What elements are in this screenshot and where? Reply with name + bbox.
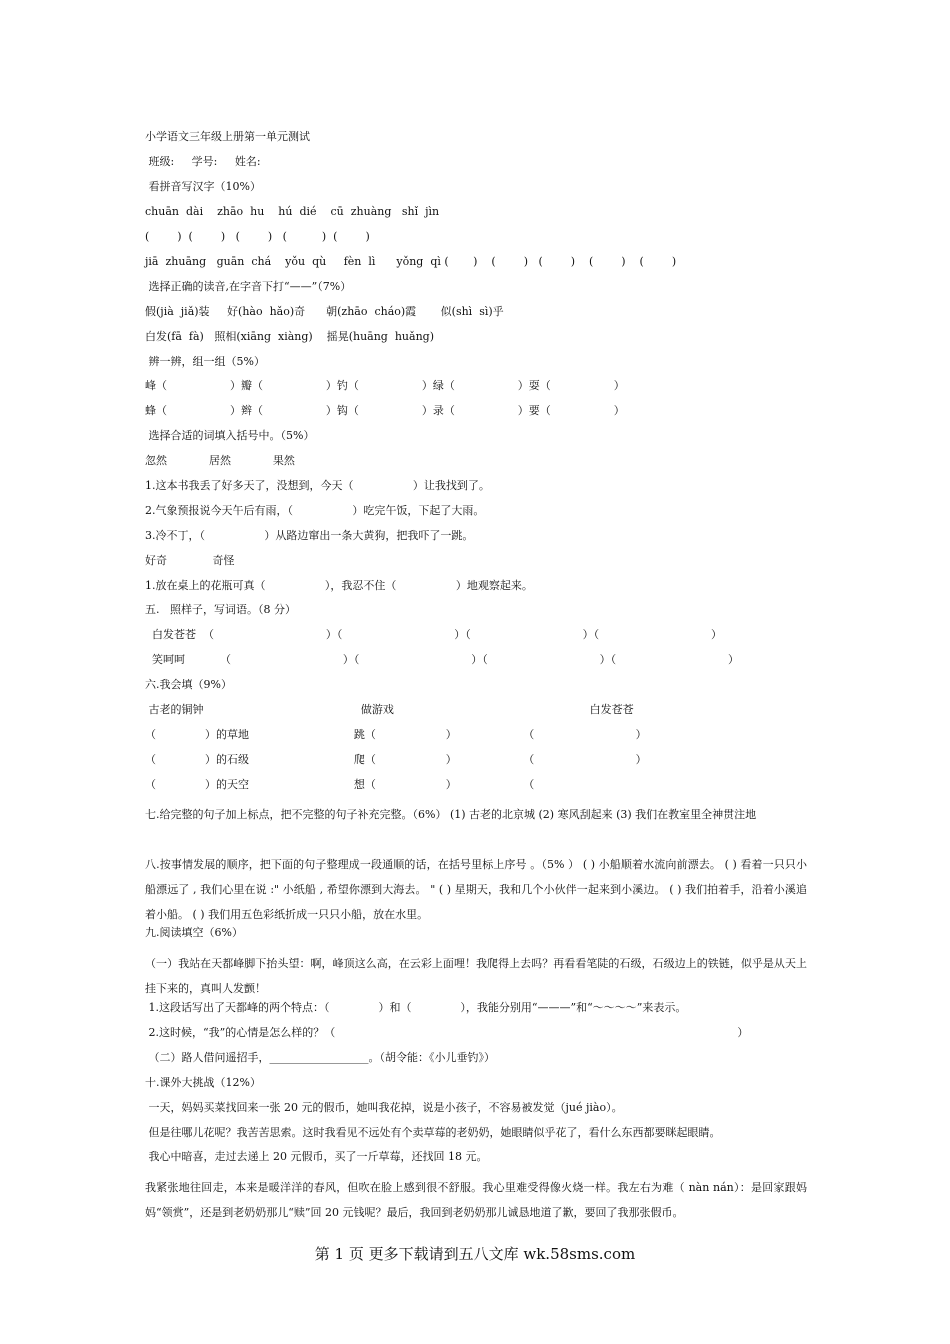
section8-text: 八.按事情发展的顺序，把下面的句子整理成一段通顺的话，在括号里标上序号 。（5% ） ( ) 小船顺着水流向前漂去。 ( ) 看着一只只小船漂远了 , 我们心里在说 :" 小纸船 , 希望你漂到大海去。 " ( ) 星期天，我和几个小伙伴一起来到小溪边。 ( ) 我们拍着手，沿着小溪追着小船。 ( ) 我们用五色彩纸折成一只只小船，放在水里。 — [145, 858, 807, 921]
section4-heading: 选择合适的词填入括号中。（5%） — [145, 429, 315, 442]
section6-header-row: 古老的铜钟 做游戏 白发苍苍 — [145, 703, 634, 716]
page-footer: 第 1 页 更多下载请到五八文库 wk.58sms.com — [314, 1245, 636, 1263]
section4-sentence4: 1.放在桌上的花瓶可真（ ），我忍不住（ ）地观察起来。 — [145, 579, 533, 592]
section4-words1: 忽然 居然 果然 — [145, 454, 295, 467]
section6-row3: （ ）的天空 想（ ） （ — [145, 778, 535, 791]
section10-paragraph2: 但是往哪儿花呢？我苦苦思索。这时我看见不远处有个卖草莓的老奶奶，她眼睛似乎花了，看什么东西都要眯起眼睛。 — [145, 1126, 721, 1139]
student-info: 班级: 学号: 姓名: — [145, 155, 261, 168]
section2-row1: 假(jià jiǎ)装 好(hào hǎo)奇 朝(zhāo cháo)霞 似(shì sì)乎 — [145, 305, 504, 318]
section1-blanks: ( ) ( ) ( ) ( ) ( ) — [145, 230, 370, 243]
section4-sentence2: 2.气象预报说今天午后有雨，（ ）吃完午饭，下起了大雨。 — [145, 504, 485, 517]
section1-pinyin: chuān dài zhāo hu hú dié cū zhuàng shǐ jìn — [145, 205, 440, 218]
section7-text: 七.给完整的句子加上标点，把不完整的句子补充完整。（6%） (1) 古老的北京城 (2) 寒风刮起来 (3) 我们在教室里全神贯注地 — [145, 808, 757, 821]
page-title: 小学语文三年级上册第一单元测试 — [145, 130, 310, 143]
section1-pinyin2: jiā zhuāng guān chá yǒu qù fèn lì yǒng qì ( ) ( ) ( ) ( ) ( ) — [145, 255, 677, 268]
section6-heading: 六.我会填（9%） — [145, 678, 232, 691]
section4-sentence3: 3.冷不丁，（ ）从路边窜出一条大黄狗，把我吓了一跳。 — [145, 529, 474, 542]
section5-row2: 笑呵呵 （ ）（ ）（ ）（ ） — [145, 653, 740, 666]
section10-paragraph3: 我心中暗喜，走过去递上 20 元假币，买了一斤草莓，还找回 18 元。 — [145, 1150, 488, 1163]
section9-heading: 九.阅读填空（6%） — [145, 926, 243, 939]
section6-row1: （ ）的草地 跳（ ） （ ） — [145, 728, 647, 741]
section3-row2: 蜂（ ）辫（ ）钩（ ）录（ ）要（ ） — [145, 404, 625, 417]
section5-heading: 五. 照样子，写词语。（8 分） — [145, 603, 296, 616]
section9-question3: （二）路人借问遥招手，__________________。（胡令能：《小儿垂钓》） — [145, 1051, 495, 1064]
section10-paragraph1: 一天，妈妈买菜找回来一张 20 元的假币，她叫我花掉，说是小孩子，不容易被发觉（jué jiào）。 — [145, 1101, 623, 1114]
section2-row2: 白发(fā fà) 照相(xiāng xiàng) 摇晃(huāng huǎng) — [145, 330, 434, 343]
section4-sentence1: 1.这本书我丢了好多天了，没想到，今天（ ）让我找到了。 — [145, 479, 490, 492]
section2-heading: 选择正确的读音,在字音下打“——”（7%） — [145, 280, 352, 293]
section10-heading: 十.课外大挑战（12%） — [145, 1076, 261, 1089]
section3-row1: 峰（ ）瓣（ ）钓（ ）绿（ ）耍（ ） — [145, 379, 625, 392]
section9-passage: （一）我站在天都峰脚下抬头望：啊，峰顶这么高，在云彩上面哩！我爬得上去吗？再看看笔陡的石级，石级边上的铁链，似乎是从天上挂下来的，真叫人发颤！ — [145, 957, 807, 995]
section1-heading: 看拼音写汉字（10%） — [145, 180, 261, 193]
section9-question2: 2.这时候，“我”的心情是怎么样的？（ ） — [145, 1026, 749, 1039]
section10-paragraph4: 我紧张地往回走，本来是暖洋洋的春风，但吹在脸上感到很不舒服。我心里难受得像火烧一样。我左右为难（ nàn nán）：是回家跟妈妈“领赏”，还是到老奶奶那儿“赎”回 20 元钱呢？最后，我回到老奶奶那儿诚恳地道了歉，要回了我那张假币。 — [145, 1181, 807, 1219]
section4-words2: 好奇 奇怪 — [145, 554, 235, 567]
section6-row2: （ ）的石级 爬（ ） （ ） — [145, 753, 647, 766]
section9-question1: 1.这段话写出了天都峰的两个特点：（ ）和（ ），我能分别用“———”和“～～～～”来表示。 — [145, 1001, 687, 1014]
section5-row1: 白发苍苍 （ ）（ ）（ ）（ ） — [145, 628, 723, 641]
section3-heading: 辨一辨，组一组（5%） — [145, 355, 265, 368]
